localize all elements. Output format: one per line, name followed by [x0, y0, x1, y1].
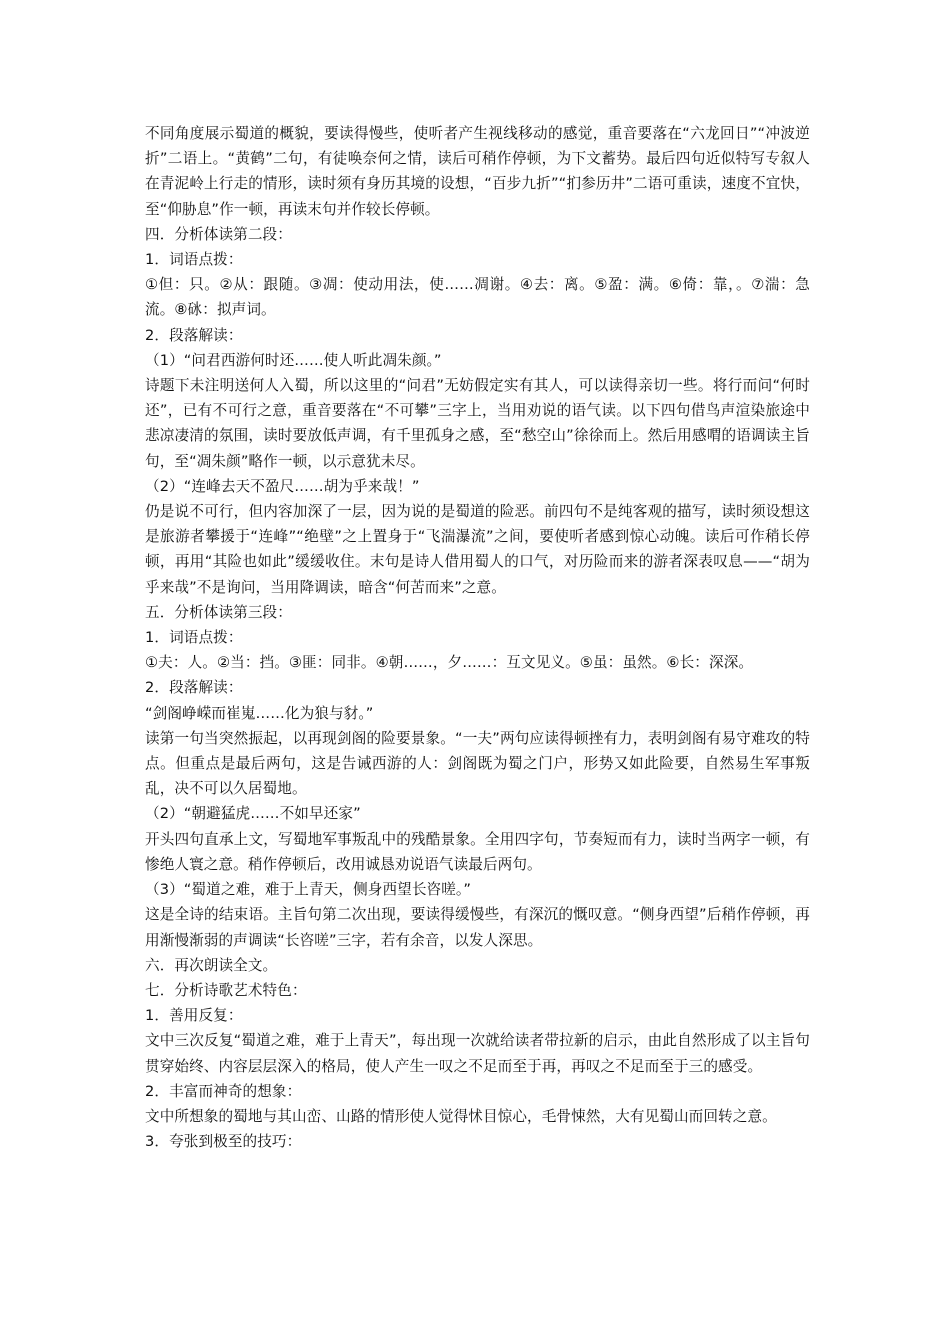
subheading-repetition: 1．善用反复： — [145, 1007, 243, 1025]
quote-heading-2: （2）“连峰去天不盈尺……胡为乎来哉！” — [145, 477, 420, 495]
subheading-paragraph-reading-3: 2．段落解读： — [145, 679, 243, 697]
heading-section-4: 四．分析体读第二段： — [145, 225, 292, 243]
subheading-vocabulary: 1．词语点拨： — [145, 251, 243, 269]
paragraph-vocabulary-3: ①夫：人。②当：挡。③匪：同非。④朝……，夕……：互文见义。⑤虽：虽然。⑥长：深深。 — [145, 654, 754, 672]
paragraph-vocabulary-2: ①但：只。②从：跟随。③凋：使动用法，使……凋谢。④去：离。⑤盈：满。⑥倚：靠，。⑦湍：急流。⑧砯：拟声词。 — [145, 276, 810, 319]
subheading-vocabulary-3: 1．词语点拨： — [145, 629, 243, 647]
paragraph-analysis-3-3: 这是全诗的结束语。主旨句第二次出现，要读得缓慢些，有深沉的慨叹意。“侧身西望”后稍作停顿，再用渐慢渐弱的声调读“长咨嗟”三字，若有余音，以发人深思。 — [145, 906, 810, 949]
quote-heading-3-2: （2）“朝避猛虎……不如早还家” — [145, 805, 361, 823]
heading-section-6: 六．再次朗读全文。 — [145, 956, 278, 974]
paragraph-analysis-2: 仍是说不可行，但内容加深了一层，因为说的是蜀道的险恶。前四句不是纯客观的描写，读时须设想这是旅游者攀援于“连峰”“绝壁”之上置身于“飞湍瀑流”之间，要使听者感到惊心动魄。读后可作稍长停顿，再用“其险也如此”缓缓收住。末句是诗人借用蜀人的口气，对历险而来的游者深表叹息——“胡为乎来哉”不是询问，当用降调读，暗含“何苦而来”之意。 — [145, 503, 810, 596]
paragraph-imagination: 文中所想象的蜀地与其山峦、山路的情形使人觉得怵目惊心，毛骨悚然，大有见蜀山而回转之意。 — [145, 1107, 777, 1125]
subheading-paragraph-reading: 2．段落解读： — [145, 326, 243, 344]
paragraph-repetition: 文中三次反复“蜀道之难，难于上青天”，每出现一次就给读者带拉新的启示，由此自然形成了以主旨句贯穿始终、内容层层深入的格局，使人产生一叹之不足而至于再，再叹之不足而至于三的感受。 — [145, 1032, 810, 1075]
quote-heading-3-1: “剑阁峥嵘而崔嵬……化为狼与豺。” — [145, 704, 374, 722]
paragraph-reading-notes-end: 不同角度展示蜀道的概貌，要读得慢些，使听者产生视线移动的感觉，重音要落在“六龙回日”“冲波逆折”二语上。“黄鹤”二句，有徒唤奈何之情，读后可稍作停顿，为下文蓄势。最后四句近似特写专叙人在青泥岭上行走的情形，读时须有身历其境的设想，“百步九折”“扪参历井”二语可重读，速度不宜快，至“仰胁息”作一顿，再读末句并作较长停顿。 — [145, 125, 810, 218]
heading-section-7: 七．分析诗歌艺术特色： — [145, 981, 307, 999]
paragraph-analysis-3-2: 开头四句直承上文，写蜀地军事叛乱中的残酷景象。全用四字句，节奏短而有力，读时当两字一顿，有惨绝人寰之意。稍作停顿后，改用诚恳劝说语气读最后两句。 — [145, 830, 810, 873]
subheading-exaggeration: 3．夸张到极至的技巧： — [145, 1133, 302, 1151]
quote-heading-3-3: （3）“蜀道之难，难于上青天，侧身西望长咨嗟。” — [145, 881, 471, 899]
paragraph-analysis-3-1: 读第一句当突然振起，以再现剑阁的险要景象。“一夫”两句应读得顿挫有力，表明剑阁有易守难攻的特点。但重点是最后两句，这是告诫西游的人：剑阁既为蜀之门户，形势又如此险要，自然易生军事叛乱，决不可以久居蜀地。 — [145, 729, 810, 798]
document-page — [145, 121, 810, 1154]
paragraph-analysis-1: 诗题下未注明送何人入蜀，所以这里的“问君”无妨假定实有其人，可以读得亲切一些。将行而问“何时还”，已有不可行之意，重音要落在“不可攀”三字上，当用劝说的语气读。以下四句借鸟声渲染旅途中悲凉凄清的氛围，读时要放低声调，有千里孤身之感，至“愁空山”徐徐而上。然后用感喟的语调读主旨句，至“凋朱颜”略作一顿，以示意犹未尽。 — [145, 377, 810, 470]
heading-section-5: 五．分析体读第三段： — [145, 603, 292, 621]
quote-heading-1: （1）“问君西游何时还……使人听此凋朱颜。” — [145, 351, 442, 369]
subheading-imagination: 2．丰富而神奇的想象： — [145, 1082, 302, 1100]
